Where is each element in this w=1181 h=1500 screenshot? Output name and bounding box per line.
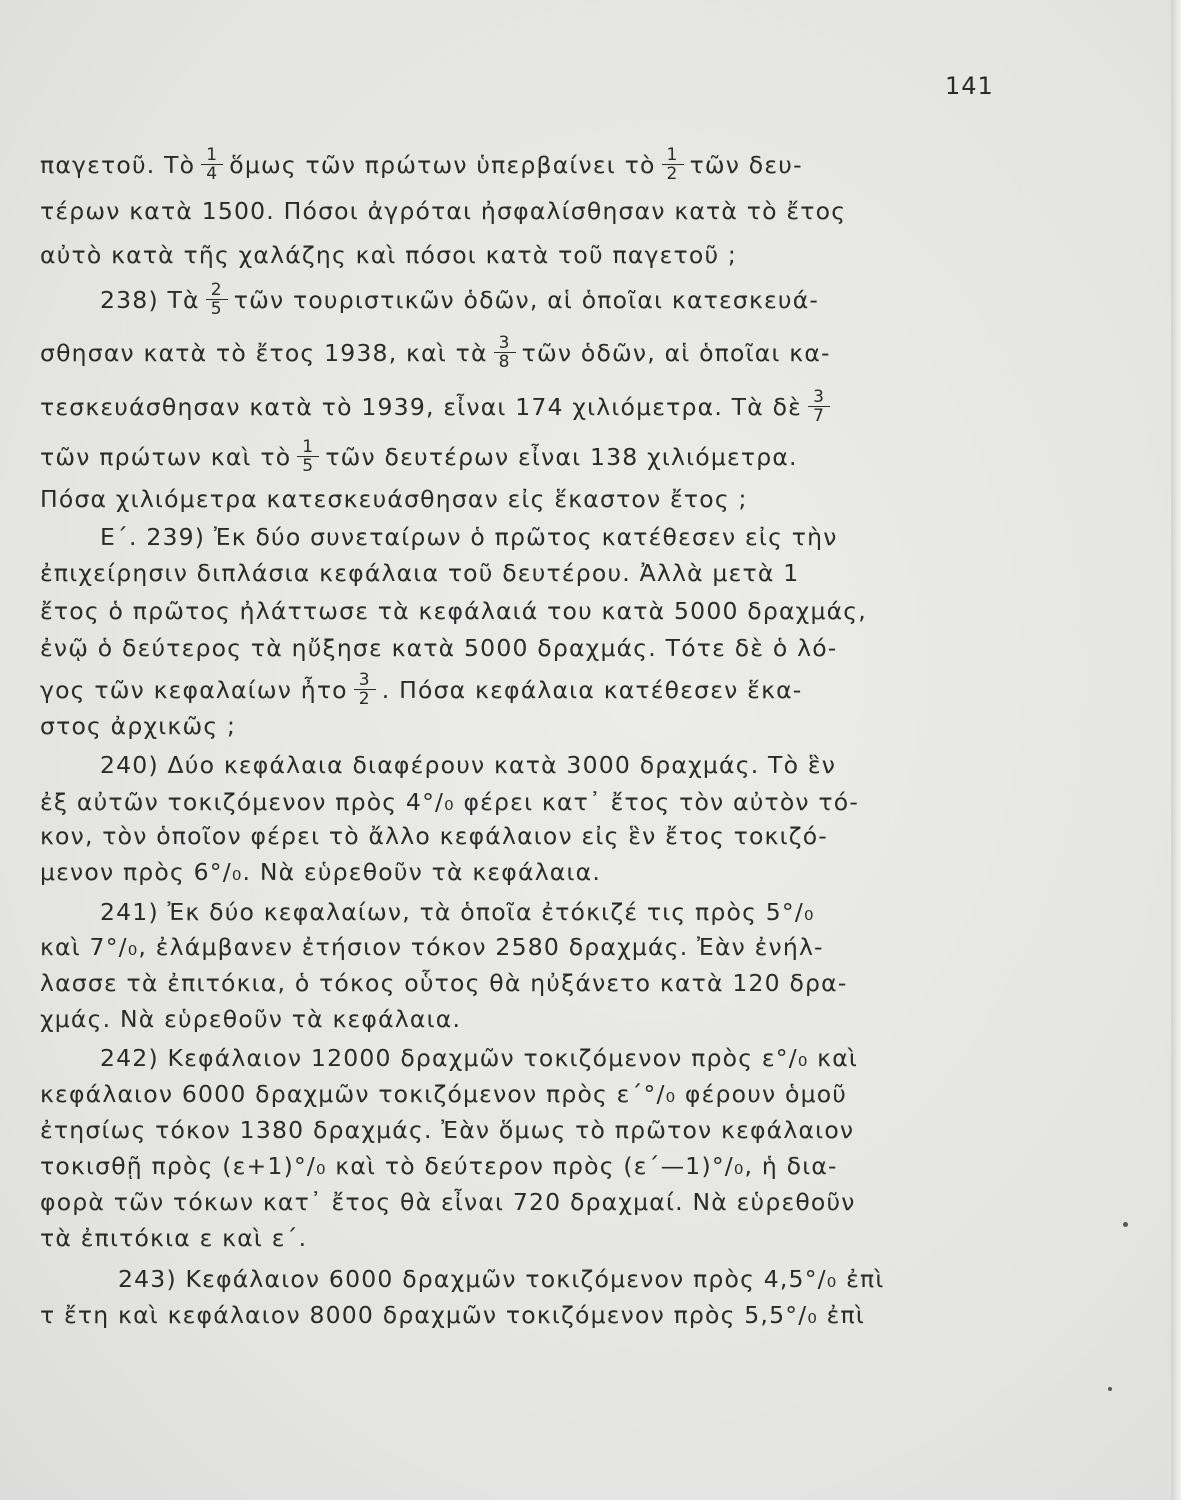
text-line: τὰ ἐπιτόκια ε καὶ ε΄. [40,1224,308,1252]
fraction: $\frac{1}{5}$ [297,438,319,475]
text-line: ἐξ αὐτῶν τοκιζόμενον πρὸς 4°/₀ φέρει κατ᾽ ἔτος τὸν αὐτὸν τό- [40,788,860,816]
text-line: τῶν πρώτων καὶ τὸ $\frac{1}{5}$ τῶν δευτέρων εἶναι 138 χιλιόμετρα. [40,437,798,476]
speck-mark [1123,1222,1128,1227]
text-line: 243) Κεφάλαιον 6000 δραχμῶν τοκιζόμενον πρὸς 4,5°/₀ ἐπὶ [118,1265,885,1293]
text-line: μενον πρὸς 6°/₀. Νὰ εὑρεθοῦν τὰ κεφάλαια. [40,858,602,886]
text-line: τοκισθῇ πρὸς (ε+1)°/₀ καὶ τὸ δεύτερον πρὸς (ε΄—1)°/₀, ἡ δια- [40,1152,838,1180]
page-edge-shadow [1171,0,1181,1500]
text-line: Ε΄. 239) Ἐκ δύο συνεταίρων ὁ πρῶτος κατέθεσεν εἰς τὴν [100,523,838,551]
fraction: $\frac{1}{2}$ [662,146,684,183]
text-line: καὶ 7°/₀, ἐλάμβανεν ἐτήσιον τόκον 2580 δραχμάς. Ἐὰν ἐνήλ- [40,933,824,961]
fraction: $\frac{1}{4}$ [201,146,223,183]
text-line: λασσε τὰ ἐπιτόκια, ὁ τόκος οὗτος θὰ ηὐξάνετο κατὰ 120 δρα- [40,969,848,997]
fraction: $\frac{3}{7}$ [808,388,830,425]
text-line: τέρων κατὰ 1500. Πόσοι ἀγρόται ἠσφαλίσθησαν κατὰ τὸ ἔτος [40,197,847,225]
text-line: χμάς. Νὰ εὑρεθοῦν τὰ κεφάλαια. [40,1005,462,1033]
text-line: τ ἔτη καὶ κεφάλαιον 8000 δραχμῶν τοκιζόμενον πρὸς 5,5°/₀ ἐπὶ [40,1301,866,1329]
page-number: 141 [945,72,994,100]
text-line: 238) Τὰ $\frac{2}{5}$ τῶν τουριστικῶν ὁδῶν, αἱ ὁποῖαι κατεσκευά- [100,280,820,319]
fraction: $\frac{2}{5}$ [206,281,228,318]
text-line: 242) Κεφάλαιον 12000 δραχμῶν τοκιζόμενον πρὸς ε°/₀ καὶ [100,1044,859,1072]
text-line: 241) Ἐκ δύο κεφαλαίων, τὰ ὁποῖα ἐτόκιζέ τις πρὸς 5°/₀ [100,898,815,926]
text-line: κον, τὸν ὁποῖον φέρει τὸ ἄλλο κεφάλαιον εἰς ἓν ἔτος τοκιζό- [40,822,828,850]
text-line: ἔτος ὁ πρῶτος ἠλάττωσε τὰ κεφάλαιά του κατὰ 5000 δραχμάς, [40,597,867,625]
text-line: γος τῶν κεφαλαίων ἦτο $\frac{3}{2}$ . Πόσα κεφάλαια κατέθεσεν ἕκα- [40,670,803,709]
text-line: φορὰ τῶν τόκων κατ᾽ ἔτος θὰ εἶναι 720 δραχμαί. Νὰ εὑρεθοῦν [40,1188,856,1216]
text-line: ἐτησίως τόκον 1380 δραχμάς. Ἐὰν ὅμως τὸ πρῶτον κεφάλαιον [40,1116,855,1144]
fraction: $\frac{3}{2}$ [354,671,376,708]
text-line: τεσκευάσθησαν κατὰ τὸ 1939, εἶναι 174 χιλιόμετρα. Τὰ δὲ $\frac{3}{7}$ [40,390,1010,420]
text-line: σθησαν κατὰ τὸ ἔτος 1938, καὶ τὰ $\frac{3}{8}$ τῶν ὁδῶν, αἱ ὁποῖαι κα- [40,333,831,372]
text-line: Πόσα χιλιόμετρα κατεσκευάσθησαν εἰς ἕκαστον ἔτος ; [40,485,748,513]
text-line: παγετοῦ. Τὸ $\frac{1}{4}$ ὅμως τῶν πρώτων ὑπερβαίνει τὸ $\frac{1}{2}$ τῶν δευ- [40,145,803,184]
text-line: κεφάλαιον 6000 δραχμῶν τοκιζόμενον πρὸς ε΄°/₀ φέρουν ὁμοῦ [40,1080,848,1108]
text-line: αὐτὸ κατὰ τῆς χαλάζης καὶ πόσοι κατὰ τοῦ παγετοῦ ; [40,241,738,269]
fraction: $\frac{3}{8}$ [494,334,516,371]
text-line: στος ἀρχικῶς ; [40,712,237,740]
text-line: ἐπιχείρησιν διπλάσια κεφάλαια τοῦ δευτέρου. Ἀλλὰ μετὰ 1 [40,559,800,587]
text-line: 240) Δύο κεφάλαια διαφέρουν κατὰ 3000 δραχμάς. Τὸ ἓν [100,751,837,779]
speck-mark [1108,1387,1112,1391]
text-line: ἐνῷ ὁ δεύτερος τὰ ηὔξησε κατὰ 5000 δραχμάς. Τότε δὲ ὁ λό- [40,634,838,662]
